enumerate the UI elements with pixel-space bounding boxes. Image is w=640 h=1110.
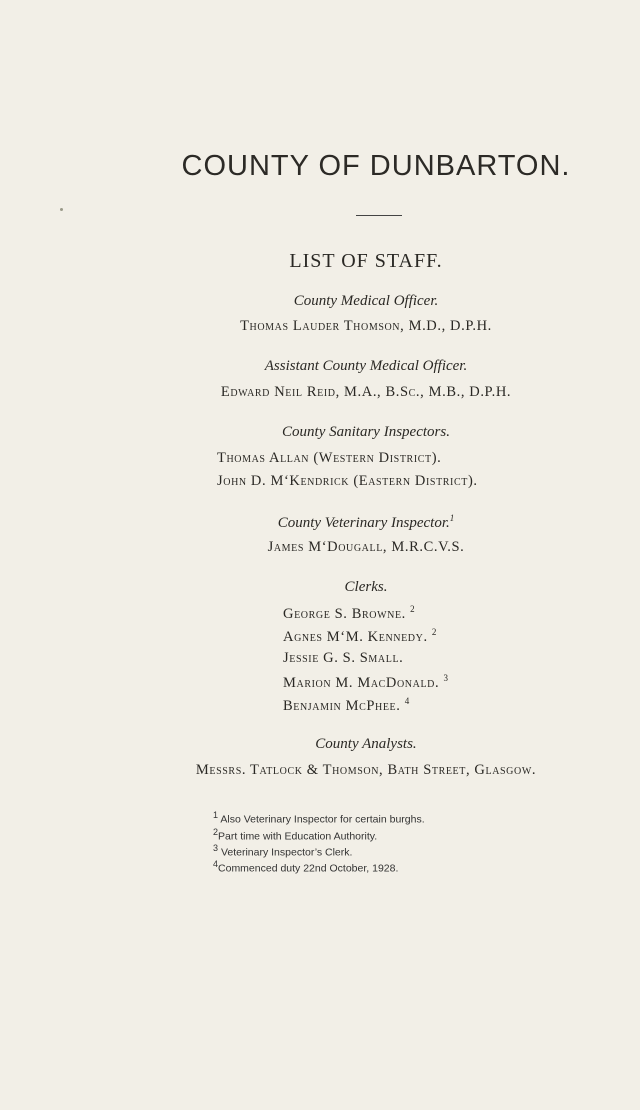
clerk-4 xyxy=(283,673,449,692)
veterinary-inspector-heading xyxy=(0,513,640,532)
county-analysts-name: Messrs. Tatlock & Thomson, Bath Street, Glasgow. xyxy=(195,762,537,778)
footnote-3 xyxy=(213,843,352,859)
cmo-name: Thomas Lauder Thomson, M.D., D.P.H. xyxy=(240,318,492,334)
clerks-heading: Clerks. xyxy=(344,579,388,595)
footnote-2 xyxy=(213,827,377,843)
footnote-mark: 3 xyxy=(213,843,219,853)
page-blemish xyxy=(60,208,63,211)
sanitary-inspector-2: John D. M‘Kendrick (Eastern District). xyxy=(217,473,478,489)
title-divider xyxy=(356,215,402,216)
footnote-mark: 1 xyxy=(449,513,455,523)
footnote-mark: 4 xyxy=(404,696,410,706)
veterinary-inspector-name: James M‘Dougall, M.R.C.V.S. xyxy=(267,539,465,555)
clerk-2-name: Agnes M‘M. Kennedy. xyxy=(283,628,428,645)
footnote-mark: 1 xyxy=(213,810,219,820)
footnote-text: Also Veterinary Inspector for certain burghs. xyxy=(220,813,425,826)
clerk-3: Jessie G. S. Small. xyxy=(283,650,404,666)
clerk-1 xyxy=(283,604,415,623)
footnote-mark: 2 xyxy=(410,604,416,614)
acmo-heading: Assistant County Medical Officer. xyxy=(264,358,468,374)
footnote-text: Part time with Education Authority. xyxy=(218,830,378,843)
footnote-mark: 3 xyxy=(443,673,449,683)
clerk-4-name: Marion M. MacDonald. xyxy=(283,674,440,691)
footnote-text: Veterinary Inspector’s Clerk. xyxy=(220,846,353,859)
clerk-1-name: George S. Browne. xyxy=(283,605,406,622)
acmo-name: Edward Neil Reid, M.A., B.Sc., M.B., D.P.H. xyxy=(220,384,512,400)
footnote-mark: 4 xyxy=(213,859,219,869)
page-title: COUNTY OF DUNBARTON. xyxy=(181,150,571,182)
veterinary-inspector-heading-text: County Veterinary Inspector. xyxy=(277,515,450,531)
county-analysts-heading: County Analysts. xyxy=(315,736,417,752)
footnote-4 xyxy=(213,859,398,875)
sanitary-inspectors-heading: County Sanitary Inspectors. xyxy=(282,424,450,440)
clerk-2 xyxy=(283,627,437,646)
sanitary-inspector-1: Thomas Allan (Western District). xyxy=(217,450,442,466)
page-subtitle: LIST OF STAFF. xyxy=(289,250,443,272)
footnote-text: Commenced duty 22nd October, 1928. xyxy=(218,862,399,875)
cmo-heading: County Medical Officer. xyxy=(293,293,439,309)
clerk-5-name: Benjamin McPhee. xyxy=(283,697,401,714)
footnote-mark: 2 xyxy=(213,827,219,837)
footnote-mark: 2 xyxy=(431,627,438,637)
footnote-1 xyxy=(213,810,425,826)
clerk-5 xyxy=(283,696,410,715)
